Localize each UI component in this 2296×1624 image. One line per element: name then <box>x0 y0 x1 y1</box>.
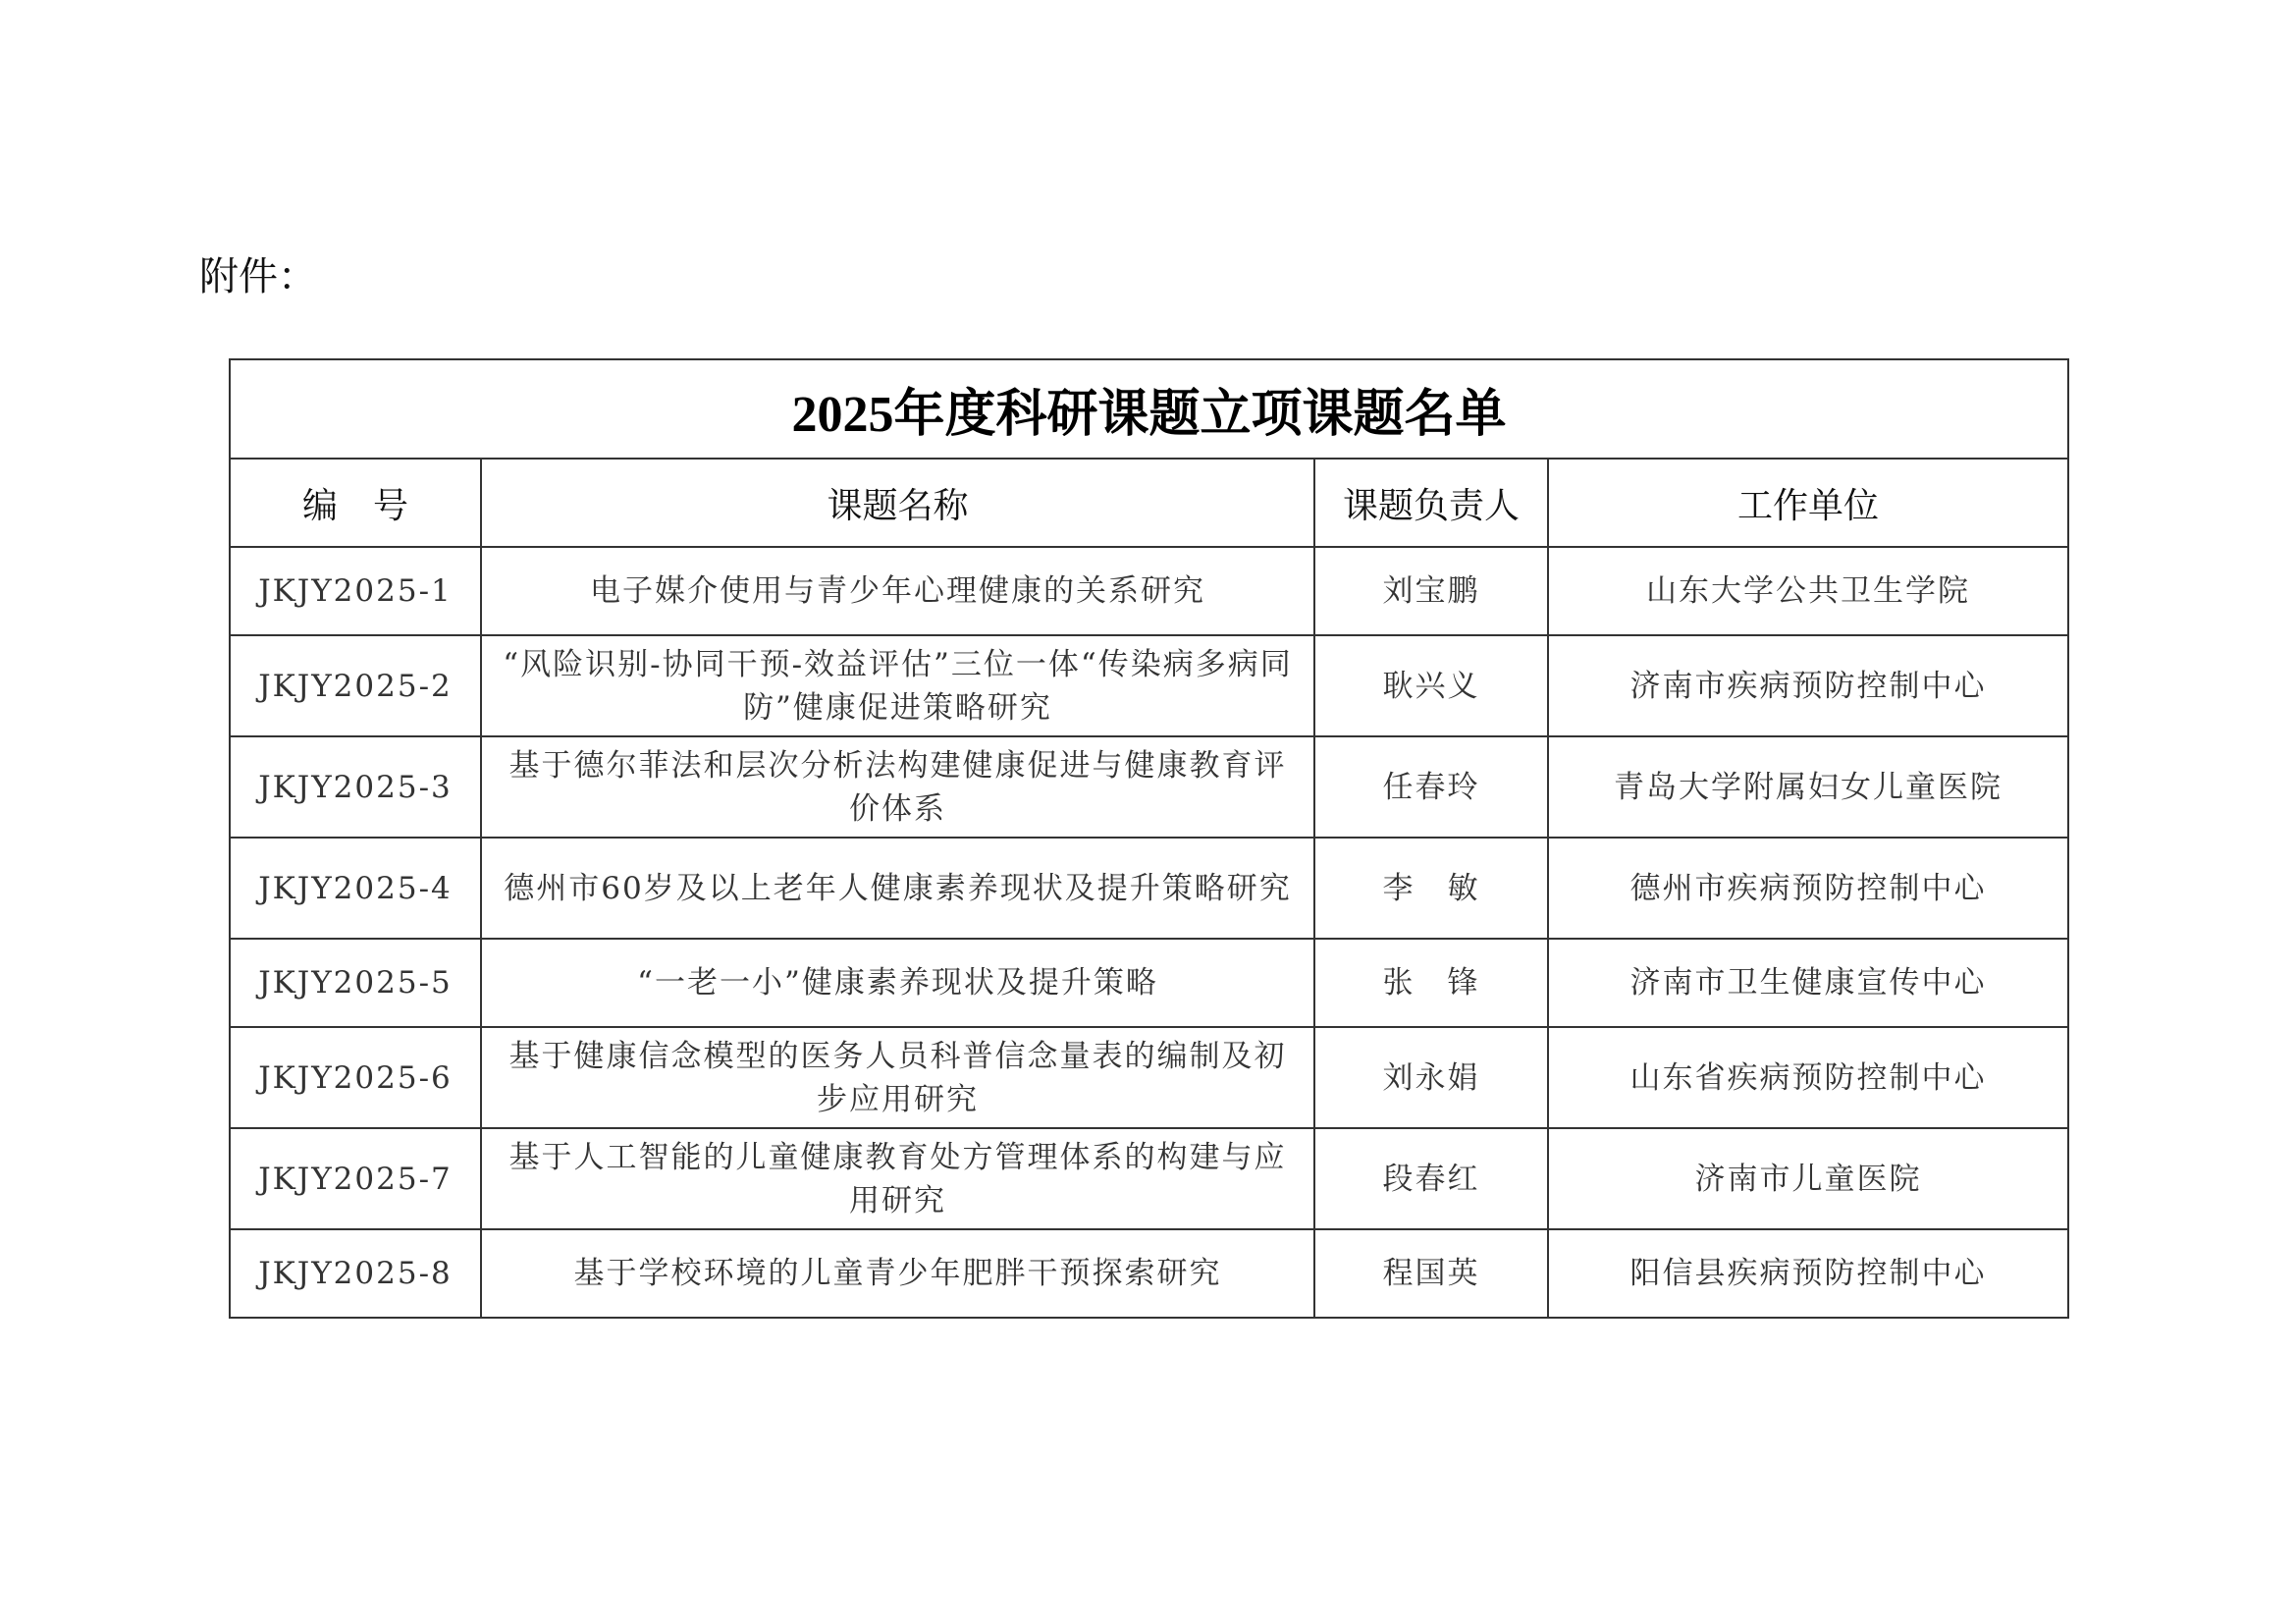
project-title: 基于人工智能的儿童健康教育处方管理体系的构建与应用研究 <box>481 1128 1314 1229</box>
column-header-code: 编 号 <box>230 459 481 547</box>
table-header-row <box>230 459 2068 547</box>
column-header-title: 课题名称 <box>481 459 1314 547</box>
table-row <box>230 1027 2068 1128</box>
project-title: “一老一小”健康素养现状及提升策略 <box>481 939 1314 1027</box>
project-leader: 刘永娟 <box>1314 1027 1548 1128</box>
project-title: 基于学校环境的儿童青少年肥胖干预探索研究 <box>481 1229 1314 1318</box>
project-leader: 李 敏 <box>1314 838 1548 939</box>
project-code: JKJY2025-3 <box>230 736 481 838</box>
work-unit: 青岛大学附属妇女儿童医院 <box>1548 736 2068 838</box>
project-leader: 程国英 <box>1314 1229 1548 1318</box>
column-header-leader: 课题负责人 <box>1314 459 1548 547</box>
project-code: JKJY2025-4 <box>230 838 481 939</box>
work-unit: 济南市儿童医院 <box>1548 1128 2068 1229</box>
table-row <box>230 838 2068 939</box>
project-list-table <box>229 358 2069 1319</box>
project-code: JKJY2025-5 <box>230 939 481 1027</box>
project-title: “风险识别-协同干预-效益评估”三位一体“传染病多病同防”健康促进策略研究 <box>481 635 1314 736</box>
project-title: 电子媒介使用与青少年心理健康的关系研究 <box>481 547 1314 635</box>
project-title: 德州市60岁及以上老年人健康素养现状及提升策略研究 <box>481 838 1314 939</box>
column-header-unit: 工作单位 <box>1548 459 2068 547</box>
work-unit: 济南市卫生健康宣传中心 <box>1548 939 2068 1027</box>
project-code: JKJY2025-6 <box>230 1027 481 1128</box>
project-leader: 张 锋 <box>1314 939 1548 1027</box>
project-code: JKJY2025-1 <box>230 547 481 635</box>
project-leader: 任春玲 <box>1314 736 1548 838</box>
table-title-row <box>230 359 2068 459</box>
table-row <box>230 939 2068 1027</box>
work-unit: 山东大学公共卫生学院 <box>1548 547 2068 635</box>
table-row <box>230 1229 2068 1318</box>
attachment-label: 附件： <box>199 254 317 299</box>
project-leader: 耿兴义 <box>1314 635 1548 736</box>
project-code: JKJY2025-8 <box>230 1229 481 1318</box>
work-unit: 阳信县疾病预防控制中心 <box>1548 1229 2068 1318</box>
work-unit: 济南市疾病预防控制中心 <box>1548 635 2068 736</box>
table-row <box>230 1128 2068 1229</box>
work-unit: 山东省疾病预防控制中心 <box>1548 1027 2068 1128</box>
project-leader: 段春红 <box>1314 1128 1548 1229</box>
table-title: 2025年度科研课题立项课题名单 <box>230 359 2068 459</box>
project-leader: 刘宝鹏 <box>1314 547 1548 635</box>
table-row <box>230 736 2068 838</box>
project-code: JKJY2025-7 <box>230 1128 481 1229</box>
work-unit: 德州市疾病预防控制中心 <box>1548 838 2068 939</box>
project-title: 基于健康信念模型的医务人员科普信念量表的编制及初步应用研究 <box>481 1027 1314 1128</box>
project-title: 基于德尔菲法和层次分析法构建健康促进与健康教育评价体系 <box>481 736 1314 838</box>
table-row <box>230 635 2068 736</box>
project-code: JKJY2025-2 <box>230 635 481 736</box>
table-row <box>230 547 2068 635</box>
